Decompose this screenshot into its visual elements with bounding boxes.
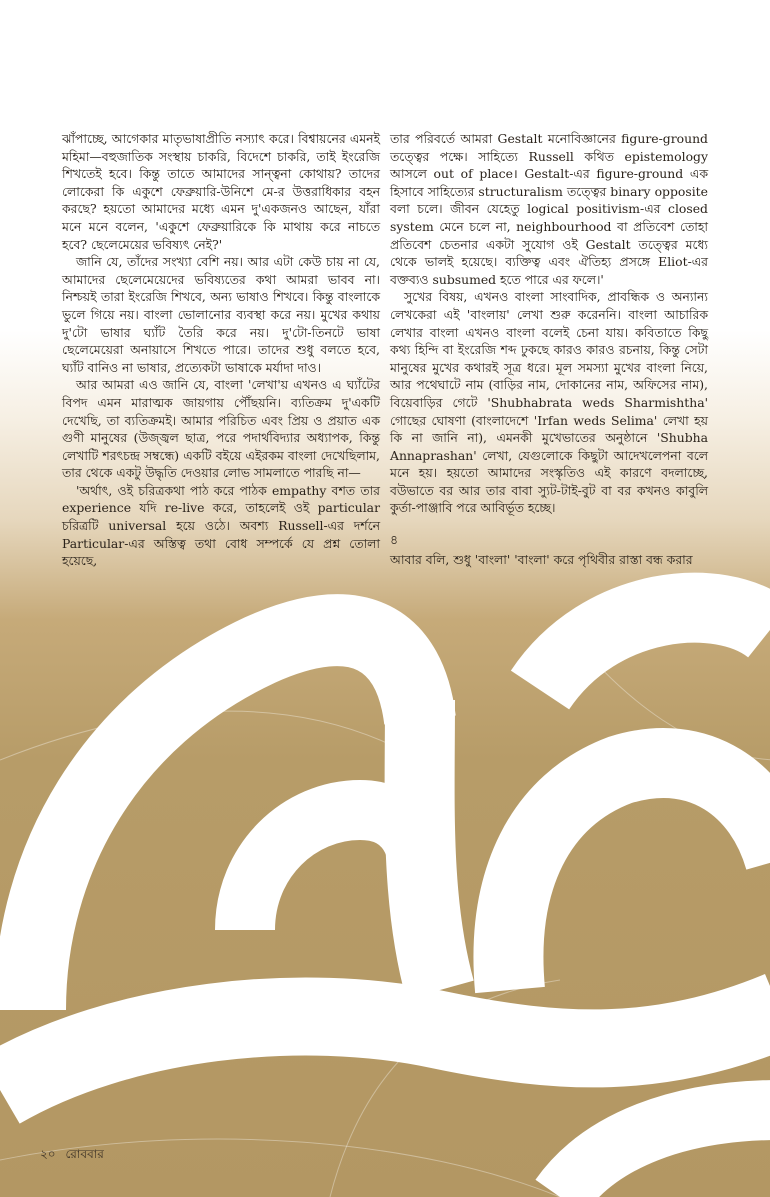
paragraph: সুখের বিষয়, এখনও বাংলা সাংবাদিক, প্রাবন্ধিক ও অন্যান্য লেখকেরা এই 'বাংলায়' লেখা শুরু করেননি। বাংলা আচারিক লেখার বাংলা এখনও বাংলা বলেই চেনা যায়। কবিতাতে কিছু কথ্য হিন্দি বা ইংরেজি শব্দ ঢুকছে কারও কারও রচনায়, কিন্তু সেটা মানুষের মুখের কথারই সূত্র ধরে। মূল সমস্যা মুখের বাংলা নিয়ে, আর পথেঘাটে নাম (বাড়ির নাম, দোকানের নাম, অফিসের নাম), বিয়েবাড়ির গেটে 'Shubhabrata weds Sharmishtha' গোছের ঘোষণা (বাংলাদেশে 'Irfan weds Selima' লেখা হয় কি না জানি না), এমনকী মুখেভাতের অনুষ্ঠানে 'Shubha Annaprashan' লেখা, যেগুলোকে কিছুটা আদেখলেপনা বলে মনে হয়। হয়তো আমাদের সংস্কৃতিও এই কারণে বদলাচ্ছে, বউভাতে বর আর তার বাবা স্যুট-টাই-বুট বা বর কখনও কাবুলি কুর্তা-পাঞ্জাবি পরে আবির্ভূত হচ্ছে।: [390, 289, 708, 516]
section-number: ৪: [390, 532, 399, 548]
paragraph: জানি যে, তাঁদের সংখ্যা বেশি নয়। আর এটা কেউ চায় না যে, আমাদের ছেলেমেয়েদের ভবিষ্যতের কথা আমরা ভাবব না। নিশ্চয়ই তারা ইংরেজি শিখবে, অন্য ভাষাও শিখবে। কিন্তু বাংলাকে ভুলে গিয়ে নয়। বাংলা ভোলানোর ব্যবস্থা করে নয়। মুখের কথায় দু'টো ভাষার ঘ্যাঁট তৈরি করে নয়। দু'টো-তিনটে ভাষা ছেলেমেয়েরা অনায়াসে শিখতে পারে। তাদের শুধু বলতে হবে, ঘ্যাঁট বানিও না ভাষার, প্রত্যেকটা ভাষাকে মর্যাদা দাও।: [62, 254, 380, 375]
letterform-right-arc: [540, 608, 770, 690]
article-left-column: [62, 130, 380, 570]
paragraph: 'অর্থাৎ, ওই চরিত্রকথা পাঠ করে পাঠক empathy বশত তার experience যদি re-live করে, তাহলেই ওই particular চরিত্রটি universal হয়ে ওঠে। অবশ্য Russell-এর দর্শনে Particular-এর অস্তিত্ব তথা বোধ সম্পর্কে যে প্রশ্ন তোলা হয়েছে,: [62, 482, 380, 569]
paragraph: আবার বলি, শুধু 'বাংলা' 'বাংলা' করে পৃথিবীর রাস্তা বন্ধ করার: [390, 551, 693, 567]
letterform-right-bowl: [508, 763, 770, 990]
magazine-name: রোববার: [65, 1147, 104, 1161]
page-number: ২০: [40, 1147, 56, 1161]
paragraph: ঝাঁপাচ্ছে, আগেকার মাতৃভাষাপ্রীতি নস্যাৎ করে। বিশ্বায়নের এমনই মহিমা—বহুজাতিক সংস্থায় চাকরি, বিদেশে চাকরি, তাই ইংরেজি শিখতেই হবে। কিন্তু তাতে আমাদের সান্ত্বনা কোথায়? তাদের লোকেরা কি একুশে ফেব্রুয়ারি-উনিশে মে-র উত্তরাধিকার বহন করছে? হয়তো আমাদের মধ্যে এমন দু'একজনও আছেন, যাঁরা মনে মনে বলেন, 'একুশে ফেব্রুয়ারিকে কি মাথায় করে নাচতে হবে? ছেলেমেয়ের ভবিষ্যৎ নেই?': [62, 131, 380, 252]
page-footer: [40, 1146, 104, 1166]
paragraph: তার পরিবর্তে আমরা Gestalt মনোবিজ্ঞানের figure-ground তত্ত্বের পক্ষে। সাহিত্যে Russell কথিত epistemology আসলে out of place। Gestalt-এর figure-ground এক হিসাবে সাহিত্যের structuralism তত্ত্বের binary opposite বলা চলে। জীবন যেহেতু logical positivism-এর closed system মেনে চলে না, neighbourhood বা প্রতিবেশ তোহা প্রতিবেশ চেতনার একটা সুযোগ ওই Gestalt তত্ত্বের মধ্যে থেকে ভালই হয়েছে। ব্যক্তিত্ব এবং ঐতিহ্য প্রসঙ্গে Eliot-এর বক্তব্যও subsumed হতে পারে এর ফলে।': [390, 131, 708, 287]
paragraph: আর আমরা এও জানি যে, বাংলা 'লেখা'য় এখনও এ ঘ্যাঁটের বিপদ এমন মারাত্মক জায়গায় পৌঁছয়নি। ব্যতিক্রম দু'একটি দেখেছি, তা ব্যতিক্রমই। আমার পরিচিত এবং প্রিয় ও প্রয়াত এক গুণী মানুষের (উজ্জ্বল ছাত্র, পরে পদার্থবিদ্যার অধ্যাপক, কিন্তু লেখাটি শরৎচন্দ্র সম্বন্ধে) একটি বইয়ে এইরকম বাংলা দেখেছিলাম, তার থেকে একটু উদ্ধৃতি দেওয়ার লোভ সামলাতে পারছি না—: [62, 377, 380, 481]
letterform-bottom-flourish: [560, 1110, 770, 1197]
article-right-column: [390, 130, 708, 568]
